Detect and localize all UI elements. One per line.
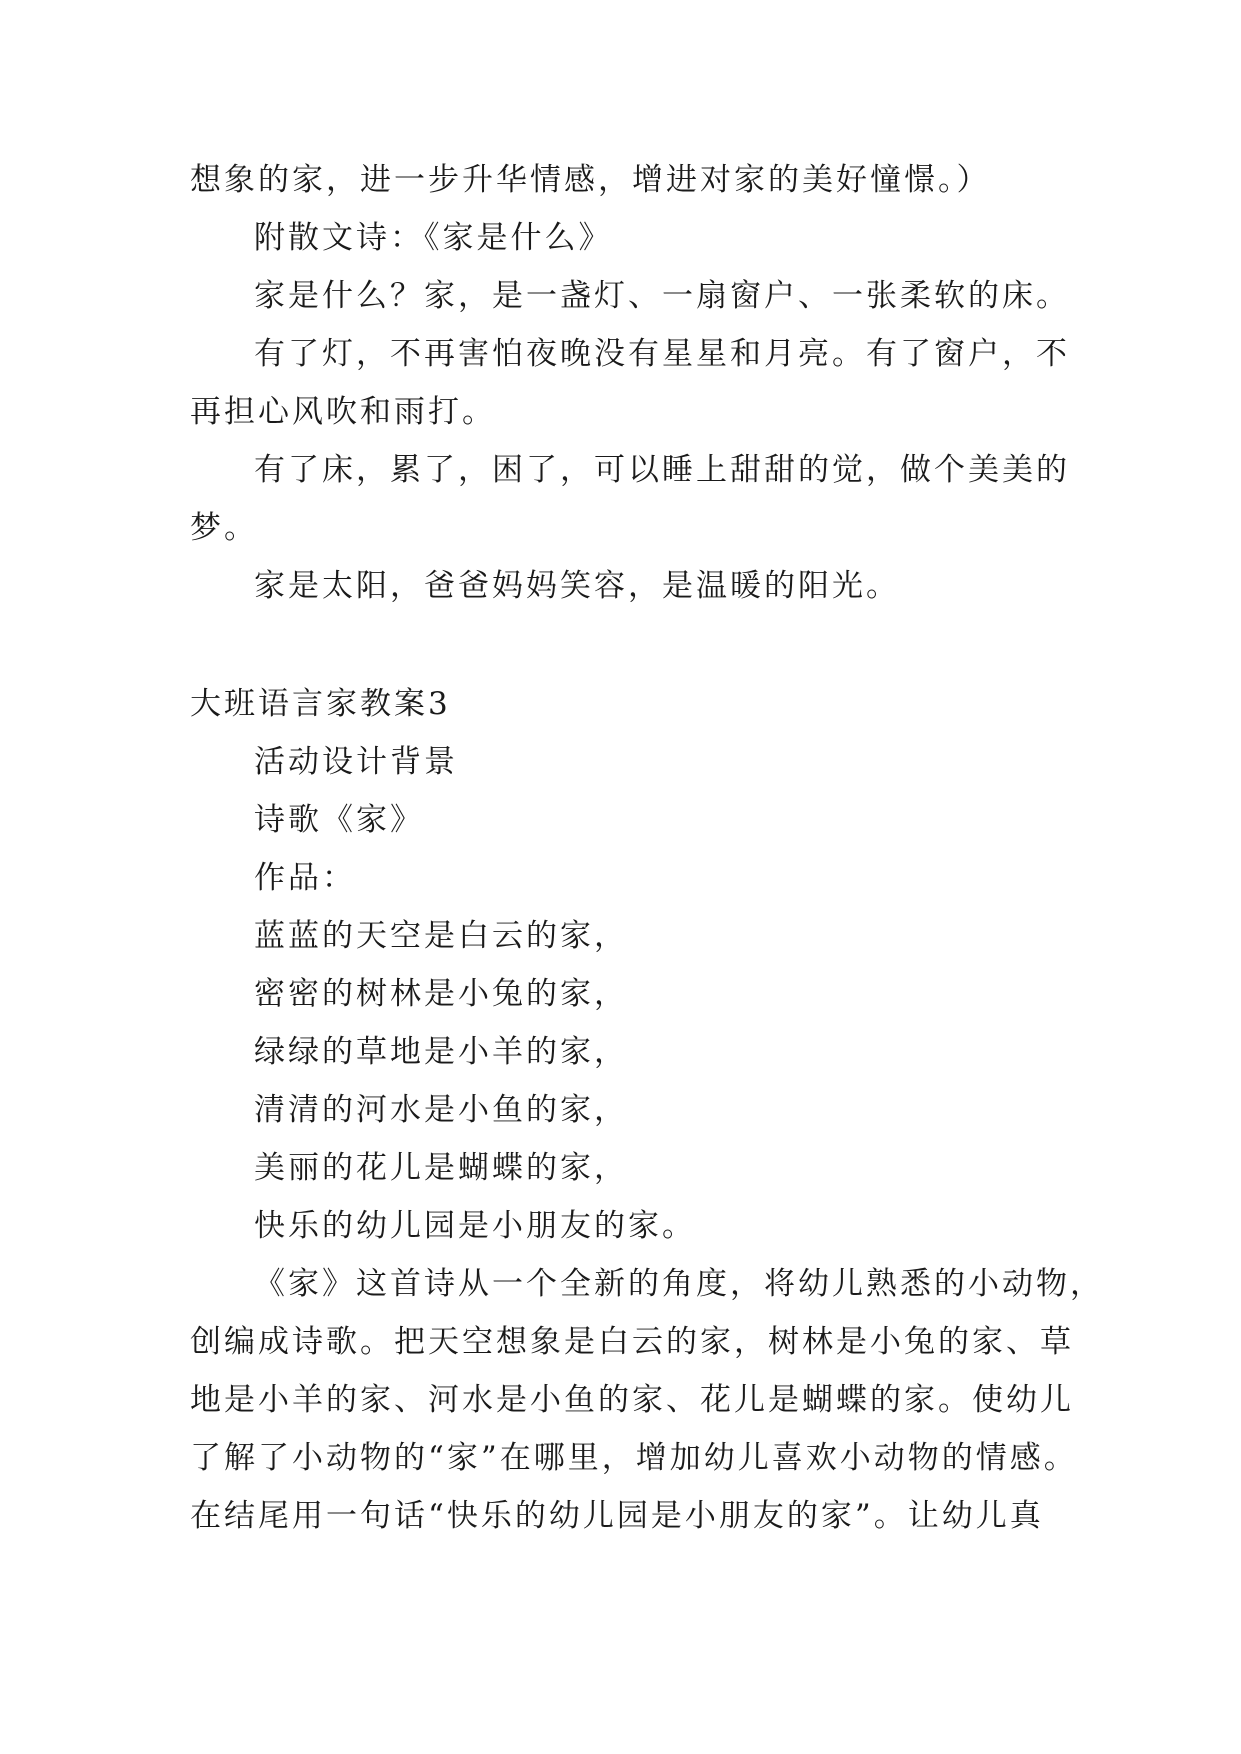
text-line-10: 活动设计背景 [254, 744, 458, 780]
poem-line-2: 密密的树林是小兔的家， [254, 976, 628, 1012]
text-line-3: 家是什么？家，是一盏灯、一扇窗户、一张柔软的床。 [254, 278, 1070, 314]
poem-line-1: 蓝蓝的天空是白云的家， [254, 918, 628, 954]
text-line-6: 有了床，累了，困了，可以睡上甜甜的觉，做个美美的 [254, 452, 1070, 488]
poem-line-5: 美丽的花儿是蝴蝶的家， [254, 1150, 628, 1186]
text-line-4: 有了灯，不再害怕夜晚没有星星和月亮。有了窗户，不 [254, 336, 1070, 372]
text-line-1: 想象的家，进一步升华情感，增进对家的美好憧憬。） [190, 162, 991, 198]
text-line-20: 创编成诗歌。把天空想象是白云的家，树林是小兔的家、草 [190, 1324, 1074, 1360]
text-line-2: 附散文诗：《家是什么》 [254, 220, 613, 256]
poem-line-4: 清清的河水是小鱼的家， [254, 1092, 628, 1128]
section-heading: 大班语言家教案3 [190, 686, 451, 722]
text-line-5: 再担心风吹和雨打。 [190, 394, 496, 430]
poem-line-6: 快乐的幼儿园是小朋友的家。 [254, 1208, 696, 1244]
text-line-21: 地是小羊的家、河水是小鱼的家、花儿是蝴蝶的家。使幼儿 [190, 1382, 1074, 1418]
text-line-23: 在结尾用一句话“快乐的幼儿园是小朋友的家”。让幼儿真 [190, 1498, 1044, 1534]
text-line-8: 家是太阳，爸爸妈妈笑容，是温暖的阳光。 [254, 568, 900, 604]
text-line-22: 了解了小动物的“家”在哪里，增加幼儿喜欢小动物的情感。 [190, 1440, 1078, 1476]
text-line-12: 作品： [254, 860, 356, 896]
text-line-19: 《家》这首诗从一个全新的角度，将幼儿熟悉的小动物， [254, 1266, 1104, 1302]
poem-line-3: 绿绿的草地是小羊的家， [254, 1034, 628, 1070]
text-line-7: 梦。 [190, 510, 258, 546]
text-line-11: 诗歌《家》 [254, 802, 424, 838]
